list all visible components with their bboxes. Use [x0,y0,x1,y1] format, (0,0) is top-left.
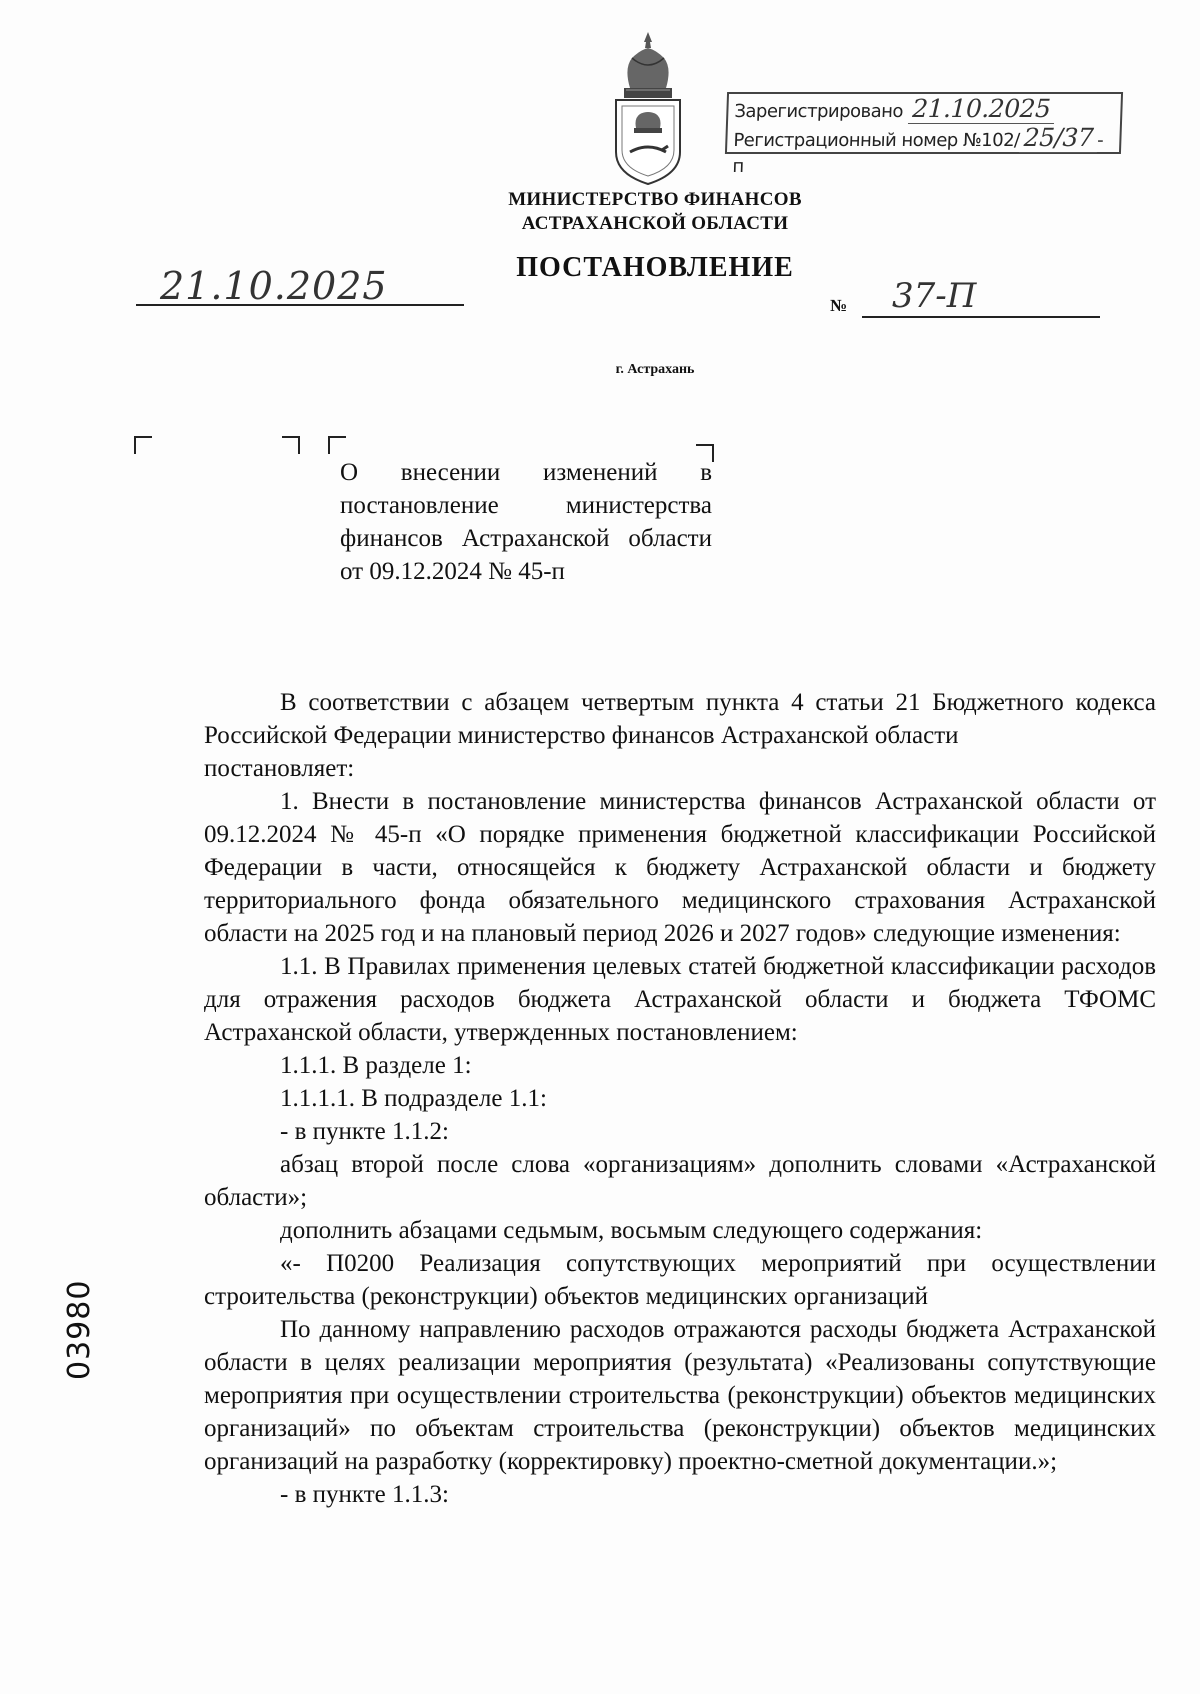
number-label: № [830,296,848,315]
corner-bracket-top-left [134,436,152,454]
body-paragraph: 1.1.1.1. В подразделе 1.1: [280,1085,547,1112]
date-field [136,264,464,308]
handwritten-number: 37-П [892,276,977,316]
body-paragraph: В соответствии с абзацем четвертым пункта 4 статьи 21 Бюджетного кодекса Российской Федерации министерство финансов Астраханской области [204,689,1156,749]
ministry-name [430,188,880,236]
corner-bracket-top-right [282,436,300,454]
side-filing-number: 03980 [62,1279,97,1380]
registration-stamp [725,92,1123,177]
coat-of-arms-emblem [610,28,686,188]
body-paragraph: 1.1.1. В разделе 1: [280,1052,472,1079]
ministry-line-1: МИНИСТЕРСТВО ФИНАНСОВ [508,189,802,210]
body-paragraph: 1. Внести в постановление министерства финансов Астраханской области от 09.12.2024 № 45-п «О порядке применения бюджетной классификации Российской Федерации в части, относящейся к бюджету Астраханской области и бюджету территориального фонда обязательного медицинского страхования Астраханской области на 2025 год и на плановый период 2026 и 2027 годов» следующие изменения: [204,788,1156,947]
stamp-registered-label: Зарегистрировано [734,101,904,122]
body-paragraph: - в пункте 1.1.3: [280,1481,449,1508]
number-field [862,276,1100,318]
document-body [204,686,1156,1511]
body-paragraph: «- П0200 Реализация сопутствующих мероприятий при осуществлении строительства (реконструкции) объектов медицинских организаций [204,1250,1156,1310]
body-paragraph: 1.1. В Правилах применения целевых статей бюджетной классификации расходов для отражения расходов бюджета Астраханской области и бюджета ТФОМС Астраханской области, утвержденных постановлением: [204,953,1156,1046]
body-paragraph: дополнить абзацами седьмым, восьмым следующего содержания: [280,1217,983,1244]
body-paragraph: абзац второй после слова «организациям» дополнить словами «Астраханской области»; [204,1151,1156,1211]
ministry-line-2: АСТРАХАНСКОЙ ОБЛАСТИ [521,213,789,234]
document-type-title: ПОСТАНОВЛЕНИЕ [516,252,794,283]
body-paragraph: - в пункте 1.1.2: [280,1118,449,1145]
stamp-reg-number-label: Регистрационный номер №102/ [733,130,1021,151]
handwritten-date: 21.10.2025 [160,264,388,308]
stamp-reg-number-value: 25/37 [1019,123,1098,153]
body-paragraph: постановляет: [204,755,355,782]
stamp-reg-number-suffix: -п [732,130,1104,177]
body-paragraph: По данному направлению расходов отражаются расходы бюджета Астраханской области в целях реализации мероприятия (результата) «Реализованы сопутствующие мероприятия при осуществлении строительства (реконструкции) объектов медицинских организаций» по объектам строительства (реконструкции) объектов медицинских организаций на разработку (корректировку) проектно-сметной документации.»; [204,1316,1156,1475]
city-label: г. Астрахань [615,362,695,377]
document-subject: О внесении изменений в постановление министерства финансов Астраханской области от 09.12.2024 № 45-п [340,459,712,585]
corner-bracket-subject-left [328,436,346,454]
stamp-registered-date: 21.10.2025 [908,94,1055,124]
